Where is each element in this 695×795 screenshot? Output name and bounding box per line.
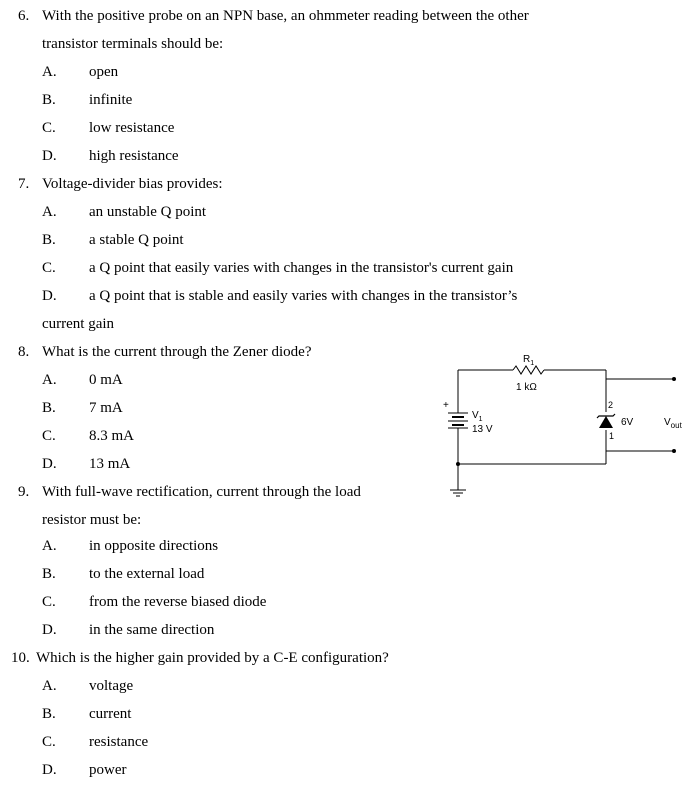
output-terminal-bottom bbox=[672, 449, 676, 453]
question-6-option-c-letter: C. bbox=[42, 120, 56, 136]
question-10-option-a-text: voltage bbox=[89, 678, 134, 694]
question-7-option-b-letter: B. bbox=[42, 232, 56, 248]
source-plus-sign: + bbox=[443, 400, 449, 411]
question-6-option-a-letter: A. bbox=[42, 64, 57, 80]
question-6-number: 6. bbox=[18, 8, 30, 24]
question-7-stem: Voltage-divider bias provides: bbox=[42, 176, 223, 192]
output-label: $V_{out}$ bbox=[664, 417, 682, 430]
zener-voltage-label: 6V bbox=[621, 417, 634, 428]
question-10-stem: Which is the higher gain provided by a C-E configuration? bbox=[36, 650, 389, 666]
question-10-number: 10. bbox=[11, 650, 30, 666]
question-9-stem-line-1: With full-wave rectification, current through the load bbox=[42, 484, 361, 500]
question-7-option-a-text: an unstable Q point bbox=[89, 204, 207, 220]
zener-pin-bottom: 1 bbox=[609, 431, 615, 441]
question-7-option-b-text: a stable Q point bbox=[89, 232, 184, 248]
question-6-option-a-text: open bbox=[89, 64, 119, 80]
question-8-option-a-letter: A. bbox=[42, 372, 57, 388]
resistor-label: $R_1$ bbox=[523, 354, 535, 367]
question-9-number: 9. bbox=[18, 484, 30, 500]
resistor-value: 1 kΩ bbox=[516, 382, 537, 393]
question-10-option-c-letter: C. bbox=[42, 734, 56, 750]
question-7-option-d-text: a Q point that is stable and easily varies with changes in the transistor’s bbox=[89, 288, 518, 304]
junction-dot-left-bottom bbox=[456, 462, 460, 466]
clipped-header bbox=[0, 0, 695, 1]
question-9-stem-line-2: resistor must be: bbox=[42, 512, 142, 528]
source-label: $V_1$ bbox=[472, 410, 483, 423]
question-9-option-b-text: to the external load bbox=[89, 566, 205, 582]
question-7-option-a-letter: A. bbox=[42, 204, 57, 220]
question-10-option-c-text: resistance bbox=[89, 734, 149, 750]
question-9-option-d-letter: D. bbox=[42, 622, 57, 638]
question-8-option-d-letter: D. bbox=[42, 456, 57, 472]
question-8-option-b-letter: B. bbox=[42, 400, 56, 416]
question-7-option-c-text: a Q point that easily varies with changes in the transistor's current gain bbox=[89, 260, 514, 276]
question-10-option-d-text: power bbox=[89, 762, 127, 778]
question-9-option-c-letter: C. bbox=[42, 594, 56, 610]
question-6-option-d-text: high resistance bbox=[89, 148, 179, 164]
question-10-option-a-letter: A. bbox=[42, 678, 57, 694]
question-9-option-a-text: in opposite directions bbox=[89, 538, 219, 554]
question-8-option-b-text: 7 mA bbox=[89, 400, 123, 416]
question-9-option-d-text: in the same direction bbox=[89, 622, 215, 638]
question-6-option-b-text: infinite bbox=[89, 92, 133, 108]
question-6-option-b-letter: B. bbox=[42, 92, 56, 108]
source-value: 13 V bbox=[472, 424, 493, 435]
question-6-option-d-letter: D. bbox=[42, 148, 57, 164]
question-6-option-c-text: low resistance bbox=[89, 120, 175, 136]
question-6-stem-line-2: transistor terminals should be: bbox=[42, 36, 224, 52]
question-8-option-c-text: 8.3 mA bbox=[89, 428, 134, 444]
zener-circuit-diagram bbox=[420, 340, 695, 510]
question-7-option-c-letter: C. bbox=[42, 260, 56, 276]
question-8-option-a-text: 0 mA bbox=[89, 372, 123, 388]
question-6-stem-line-1: With the positive probe on an NPN base, an ohmmeter reading between the other bbox=[42, 8, 529, 24]
question-7-option-d-letter: D. bbox=[42, 288, 57, 304]
question-9-option-a-letter: A. bbox=[42, 538, 57, 554]
question-8-option-d-text: 13 mA bbox=[89, 456, 131, 472]
question-9-option-b-letter: B. bbox=[42, 566, 56, 582]
question-10-option-d-letter: D. bbox=[42, 762, 57, 778]
question-8-stem: What is the current through the Zener diode? bbox=[42, 344, 312, 360]
output-terminal-top bbox=[672, 377, 676, 381]
question-8-number: 8. bbox=[18, 344, 30, 360]
question-10-option-b-text: current bbox=[89, 706, 132, 722]
resistor-r1-symbol bbox=[513, 366, 544, 374]
question-10-option-b-letter: B. bbox=[42, 706, 56, 722]
question-8-option-c-letter: C. bbox=[42, 428, 56, 444]
question-9-option-c-text: from the reverse biased diode bbox=[89, 594, 267, 610]
question-7-option-d-continuation: current gain bbox=[42, 316, 115, 332]
zener-diode-triangle bbox=[599, 416, 613, 428]
zener-pin-top: 2 bbox=[608, 400, 614, 410]
question-7-number: 7. bbox=[18, 176, 30, 192]
